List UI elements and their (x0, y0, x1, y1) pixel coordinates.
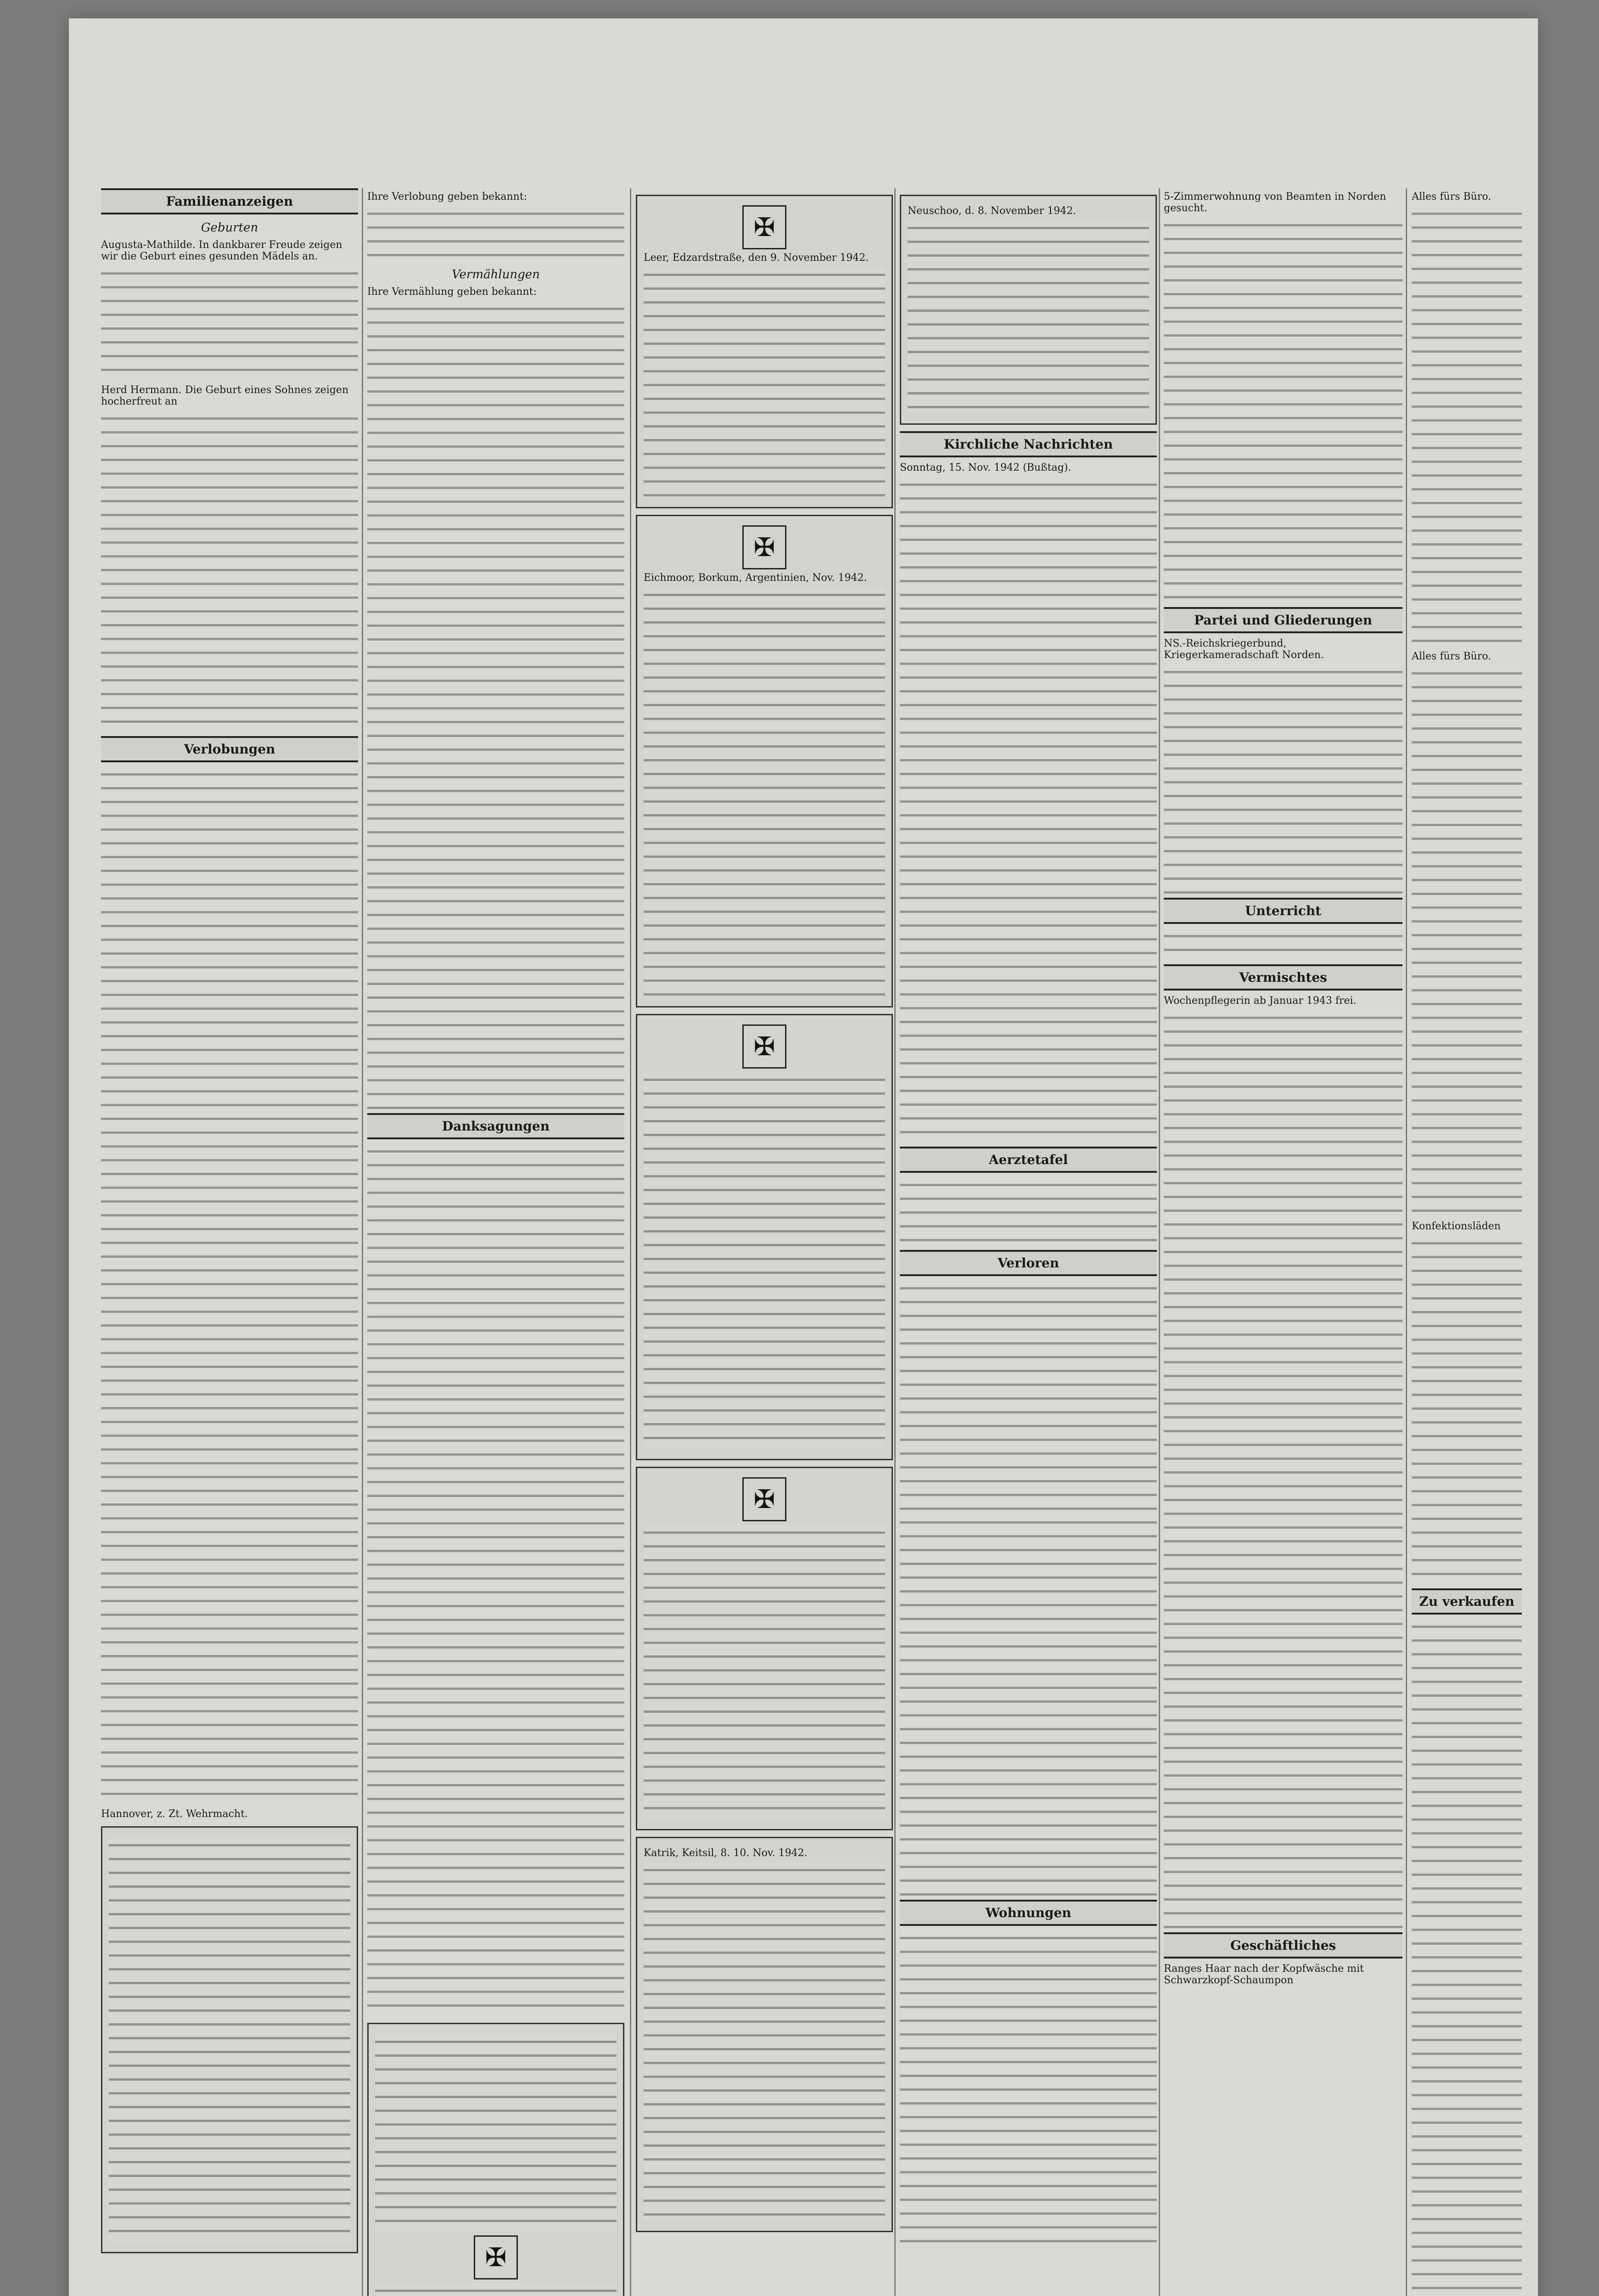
birth-notice: Herd Hermann. Die Geburt eines Sohnes zeigen hocherfreut an (101, 384, 349, 407)
section-header-party: Partei und Gliederungen (1164, 607, 1403, 633)
text-block (644, 267, 885, 497)
section-header-thanks: Danksagungen (367, 1113, 624, 1139)
section-header-family-notices: Familienanzeigen (101, 188, 358, 214)
text-block (1164, 1010, 1403, 1929)
obituary-box (636, 1467, 893, 1830)
obituary-box (636, 195, 893, 508)
column-3 (636, 188, 893, 2239)
text-block (101, 266, 358, 381)
column-rule (1159, 188, 1160, 2296)
text-block (1164, 929, 1403, 961)
column-rule (1406, 188, 1407, 2296)
section-header-births: Geburten (201, 221, 258, 235)
obituary-dateline: Neuschoo, d. 8. November 1942. (908, 205, 1077, 217)
column-rule (894, 188, 896, 2296)
text-block (900, 1930, 1157, 2252)
obituary-dateline: Katrik, Keitsil, 8. 10. Nov. 1942. (644, 1847, 808, 1859)
text-block (908, 220, 1149, 413)
text-block (1412, 206, 1522, 647)
text-block (367, 1144, 624, 2016)
text-block (644, 1525, 885, 1819)
column-4 (900, 188, 1157, 2256)
section-header-housing: Wohnungen (900, 1900, 1157, 1926)
obituary-dateline: Eichmoor, Borkum, Argentinien, Nov. 1942. (644, 572, 867, 584)
obituary-box (367, 2023, 624, 2296)
party-notice: NS.-Reichskriegerbund, Kriegerkameradschaft Norden. (1164, 638, 1324, 661)
text-block (101, 767, 358, 1805)
wedding-notice: Ihre Vermählung geben bekannt: (367, 286, 537, 298)
column-rule (362, 188, 363, 2296)
text-block (900, 1281, 1157, 1896)
signature-line: Hannover, z. Zt. Wehrmacht. (101, 1808, 248, 1820)
column-1 (101, 188, 358, 2260)
text-block (644, 587, 885, 996)
text-block (1412, 666, 1522, 1217)
classified-ad: Alles fürs Büro. (1412, 651, 1492, 662)
iron-cross-icon: ✠ (742, 525, 786, 569)
obituary-box (636, 515, 893, 1007)
text-block (900, 1177, 1157, 1246)
classified-ad: Konfektionsläden (1412, 1221, 1501, 1232)
section-header-business: Geschäftliches (1164, 1932, 1403, 1958)
text-block (644, 1863, 885, 2221)
section-header-doctors: Aerztetafel (900, 1147, 1157, 1173)
column-6 (1412, 188, 1522, 2296)
obituary-box (636, 1837, 893, 2232)
classified-ad: 5-Zimmerwohnung von Beamten in Norden gesucht. (1164, 191, 1386, 214)
text-block (900, 477, 1157, 1143)
iron-cross-icon: ✠ (474, 2235, 518, 2279)
iron-cross-icon: ✠ (742, 205, 786, 249)
text-block (375, 2034, 617, 2232)
iron-cross-icon: ✠ (742, 1477, 786, 1521)
text-block (1164, 664, 1403, 894)
section-header-engagements: Verlobungen (101, 736, 358, 762)
section-header-for-sale: Zu verkaufen (1412, 1588, 1522, 1615)
classified-ad: Wochenpflegerin ab Januar 1943 frei. (1164, 995, 1357, 1007)
obituary-dateline: Leer, Edzardstraße, den 9. November 1942. (644, 252, 869, 264)
birth-notice: Augusta-Mathilde. In dankbarer Freude zeigen wir die Geburt eines gesunden Mädels an. (101, 239, 342, 262)
text-block (101, 411, 358, 732)
column-rule (630, 188, 631, 2296)
obituary-box (101, 1826, 358, 2253)
column-2 (367, 188, 624, 2296)
text-block (109, 1838, 350, 2242)
section-header-lost: Verloren (900, 1250, 1157, 1276)
section-header-weddings: Vermählungen (452, 268, 540, 281)
church-dateline: Sonntag, 15. Nov. 1942 (Bußtag). (900, 462, 1072, 473)
text-block (375, 2283, 617, 2296)
classified-ad: Alles fürs Büro. (1412, 191, 1492, 203)
engagement-notice: Ihre Verlobung geben bekannt: (367, 191, 527, 203)
iron-cross-icon: ✠ (742, 1024, 786, 1069)
section-header-misc: Vermischtes (1164, 964, 1403, 990)
obituary-box (900, 195, 1157, 425)
text-block (1412, 1619, 1522, 2296)
column-5 (1164, 188, 1403, 1989)
section-header-teaching: Unterricht (1164, 898, 1403, 924)
obituary-box (636, 1014, 893, 1460)
text-block (1164, 218, 1403, 603)
text-block (1412, 1236, 1522, 1585)
classified-ad: Ranges Haar nach der Kopfwäsche mit Schwarzkopf-Schaumpon (1164, 1963, 1364, 1986)
text-block (644, 1072, 885, 1449)
text-block (367, 301, 624, 1109)
section-header-church: Kirchliche Nachrichten (900, 431, 1157, 457)
newspaper-page (69, 18, 1538, 2296)
text-block (367, 206, 624, 261)
